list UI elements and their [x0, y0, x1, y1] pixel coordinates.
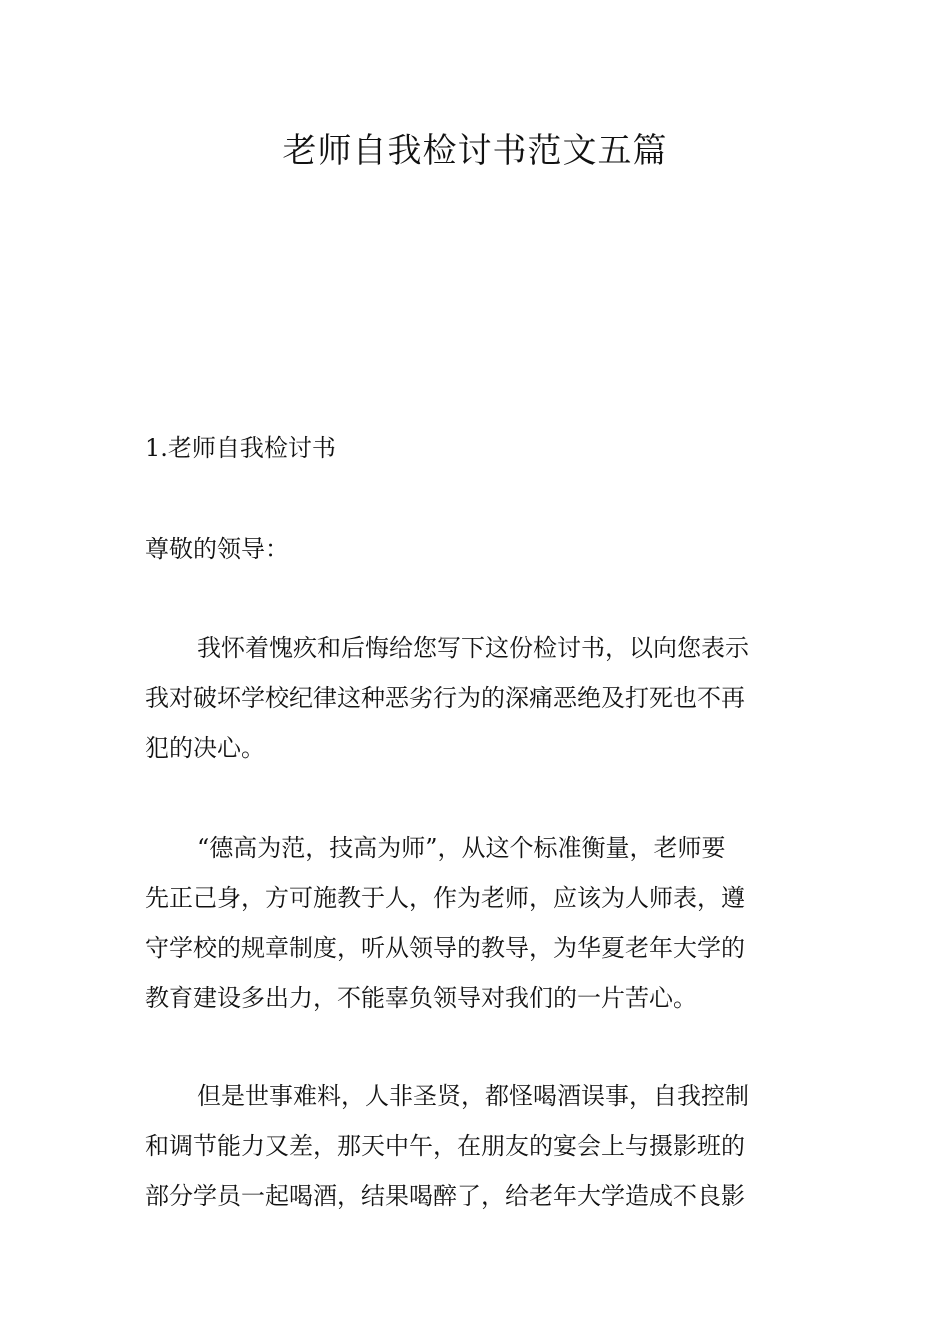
- paragraph-line: 先正己身，方可施教于人，作为老师，应该为人师表，遵: [145, 884, 745, 912]
- salutation: 尊敬的领导：: [145, 535, 289, 563]
- paragraph-line: 部分学员一起喝酒，结果喝醉了，给老年大学造成不良影: [145, 1182, 745, 1210]
- paragraph-line: 和调节能力又差，那天中午，在朋友的宴会上与摄影班的: [145, 1132, 745, 1160]
- section-heading: 1.老师自我检讨书: [145, 434, 336, 462]
- paragraph-1: [145, 623, 805, 773]
- paragraph-line: 我对破坏学校纪律这种恶劣行为的深痛恶绝及打死也不再: [145, 684, 745, 712]
- paragraph-2: [145, 823, 805, 1023]
- paragraph-line: “德高为范，技高为师”，从这个标准衡量，老师要: [197, 834, 726, 862]
- document-title: 老师自我检讨书范文五篇: [282, 131, 668, 171]
- paragraph-line: 教育建设多出力，不能辜负领导对我们的一片苦心。: [145, 984, 697, 1012]
- paragraph-line: 我怀着愧疚和后悔给您写下这份检讨书，以向您表示: [197, 634, 749, 662]
- paragraph-line: 守学校的规章制度，听从领导的教导，为华夏老年大学的: [145, 934, 745, 962]
- paragraph-3: [145, 1071, 805, 1221]
- paragraph-line: 犯的决心。: [145, 734, 265, 762]
- paragraph-line: 但是世事难料，人非圣贤，都怪喝酒误事，自我控制: [197, 1082, 749, 1110]
